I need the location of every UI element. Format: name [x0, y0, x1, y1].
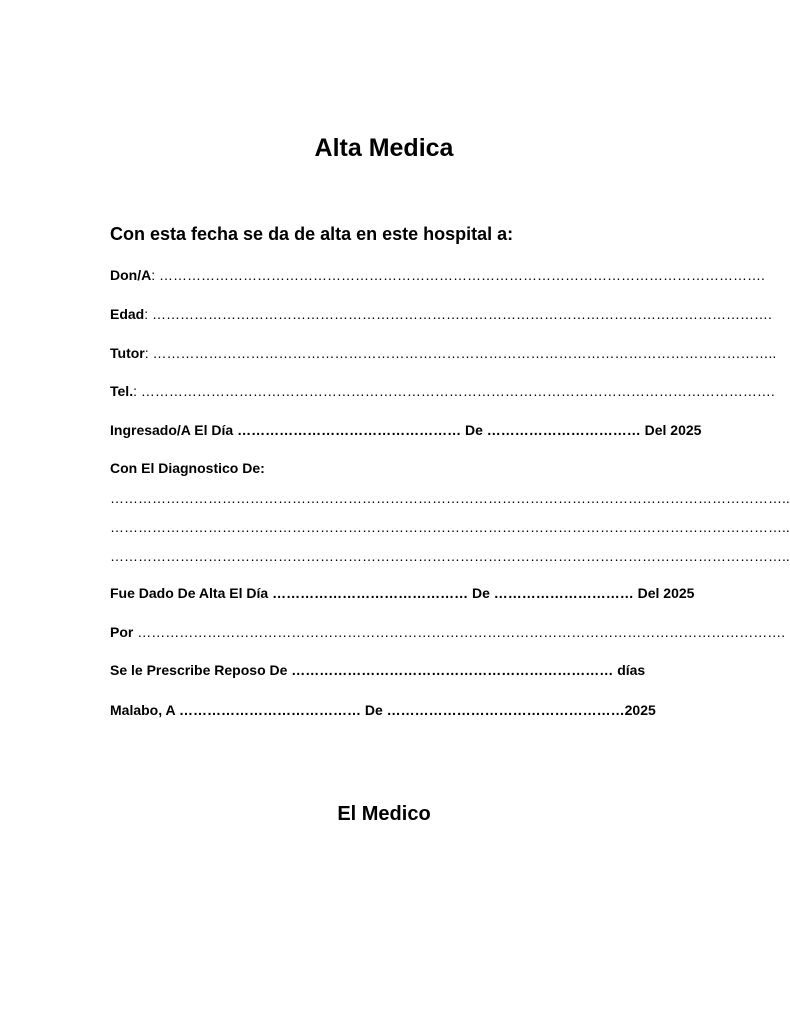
- field-tel-label: Tel.: [110, 383, 134, 399]
- field-don-blank: : ………………………………………………………………………………………………………………….: [151, 267, 765, 283]
- field-don: [110, 265, 765, 285]
- signature-label: El Medico: [337, 803, 431, 825]
- field-por-label: Por: [110, 624, 134, 640]
- diagnostico-line-1: ………………………………………………………………………………………………………………………………..: [110, 490, 790, 506]
- field-por: [110, 622, 786, 642]
- field-diagnostico-label: Con El Diagnostico De:: [110, 460, 265, 476]
- field-alta: Fue Dado De Alta El Día …………………………………… De ………………………… Del 2025: [110, 585, 695, 601]
- diagnostico-line-2: ………………………………………………………………………………………………………………………………..: [110, 519, 790, 535]
- field-tel-blank: : ……………………………………………………………………………………………………………………….: [133, 383, 775, 399]
- field-reposo: Se le Prescribe Reposo De …………………………………………………………… días: [110, 662, 646, 678]
- field-edad-blank: : …………………………………………………………………………………………………………………….: [144, 306, 772, 322]
- field-ingresado: Ingresado/A El Día ………………………………………… De …………………………… Del 2025: [110, 422, 702, 438]
- field-edad-label: Edad: [110, 306, 145, 322]
- diagnostico-line-3: ………………………………………………………………………………………………………………………………..: [110, 548, 790, 564]
- field-tel: [110, 381, 775, 401]
- intro-statement: Con esta fecha se da de alta en este hospital a:: [110, 224, 514, 244]
- field-tutor: [110, 343, 777, 363]
- field-lugar-fecha: Malabo, A ………………………………… De ……………………………………………2025: [110, 702, 656, 718]
- field-tutor-blank: : ……………………………………………………………………………………………………………………..: [144, 345, 777, 361]
- field-por-blank: ………………………………………………………………………………………………………………………….: [133, 624, 786, 640]
- field-tutor-label: Tutor: [110, 345, 145, 361]
- field-edad: [110, 304, 772, 324]
- document-title: Alta Medica: [314, 134, 454, 162]
- field-don-label: Don/A: [110, 267, 152, 283]
